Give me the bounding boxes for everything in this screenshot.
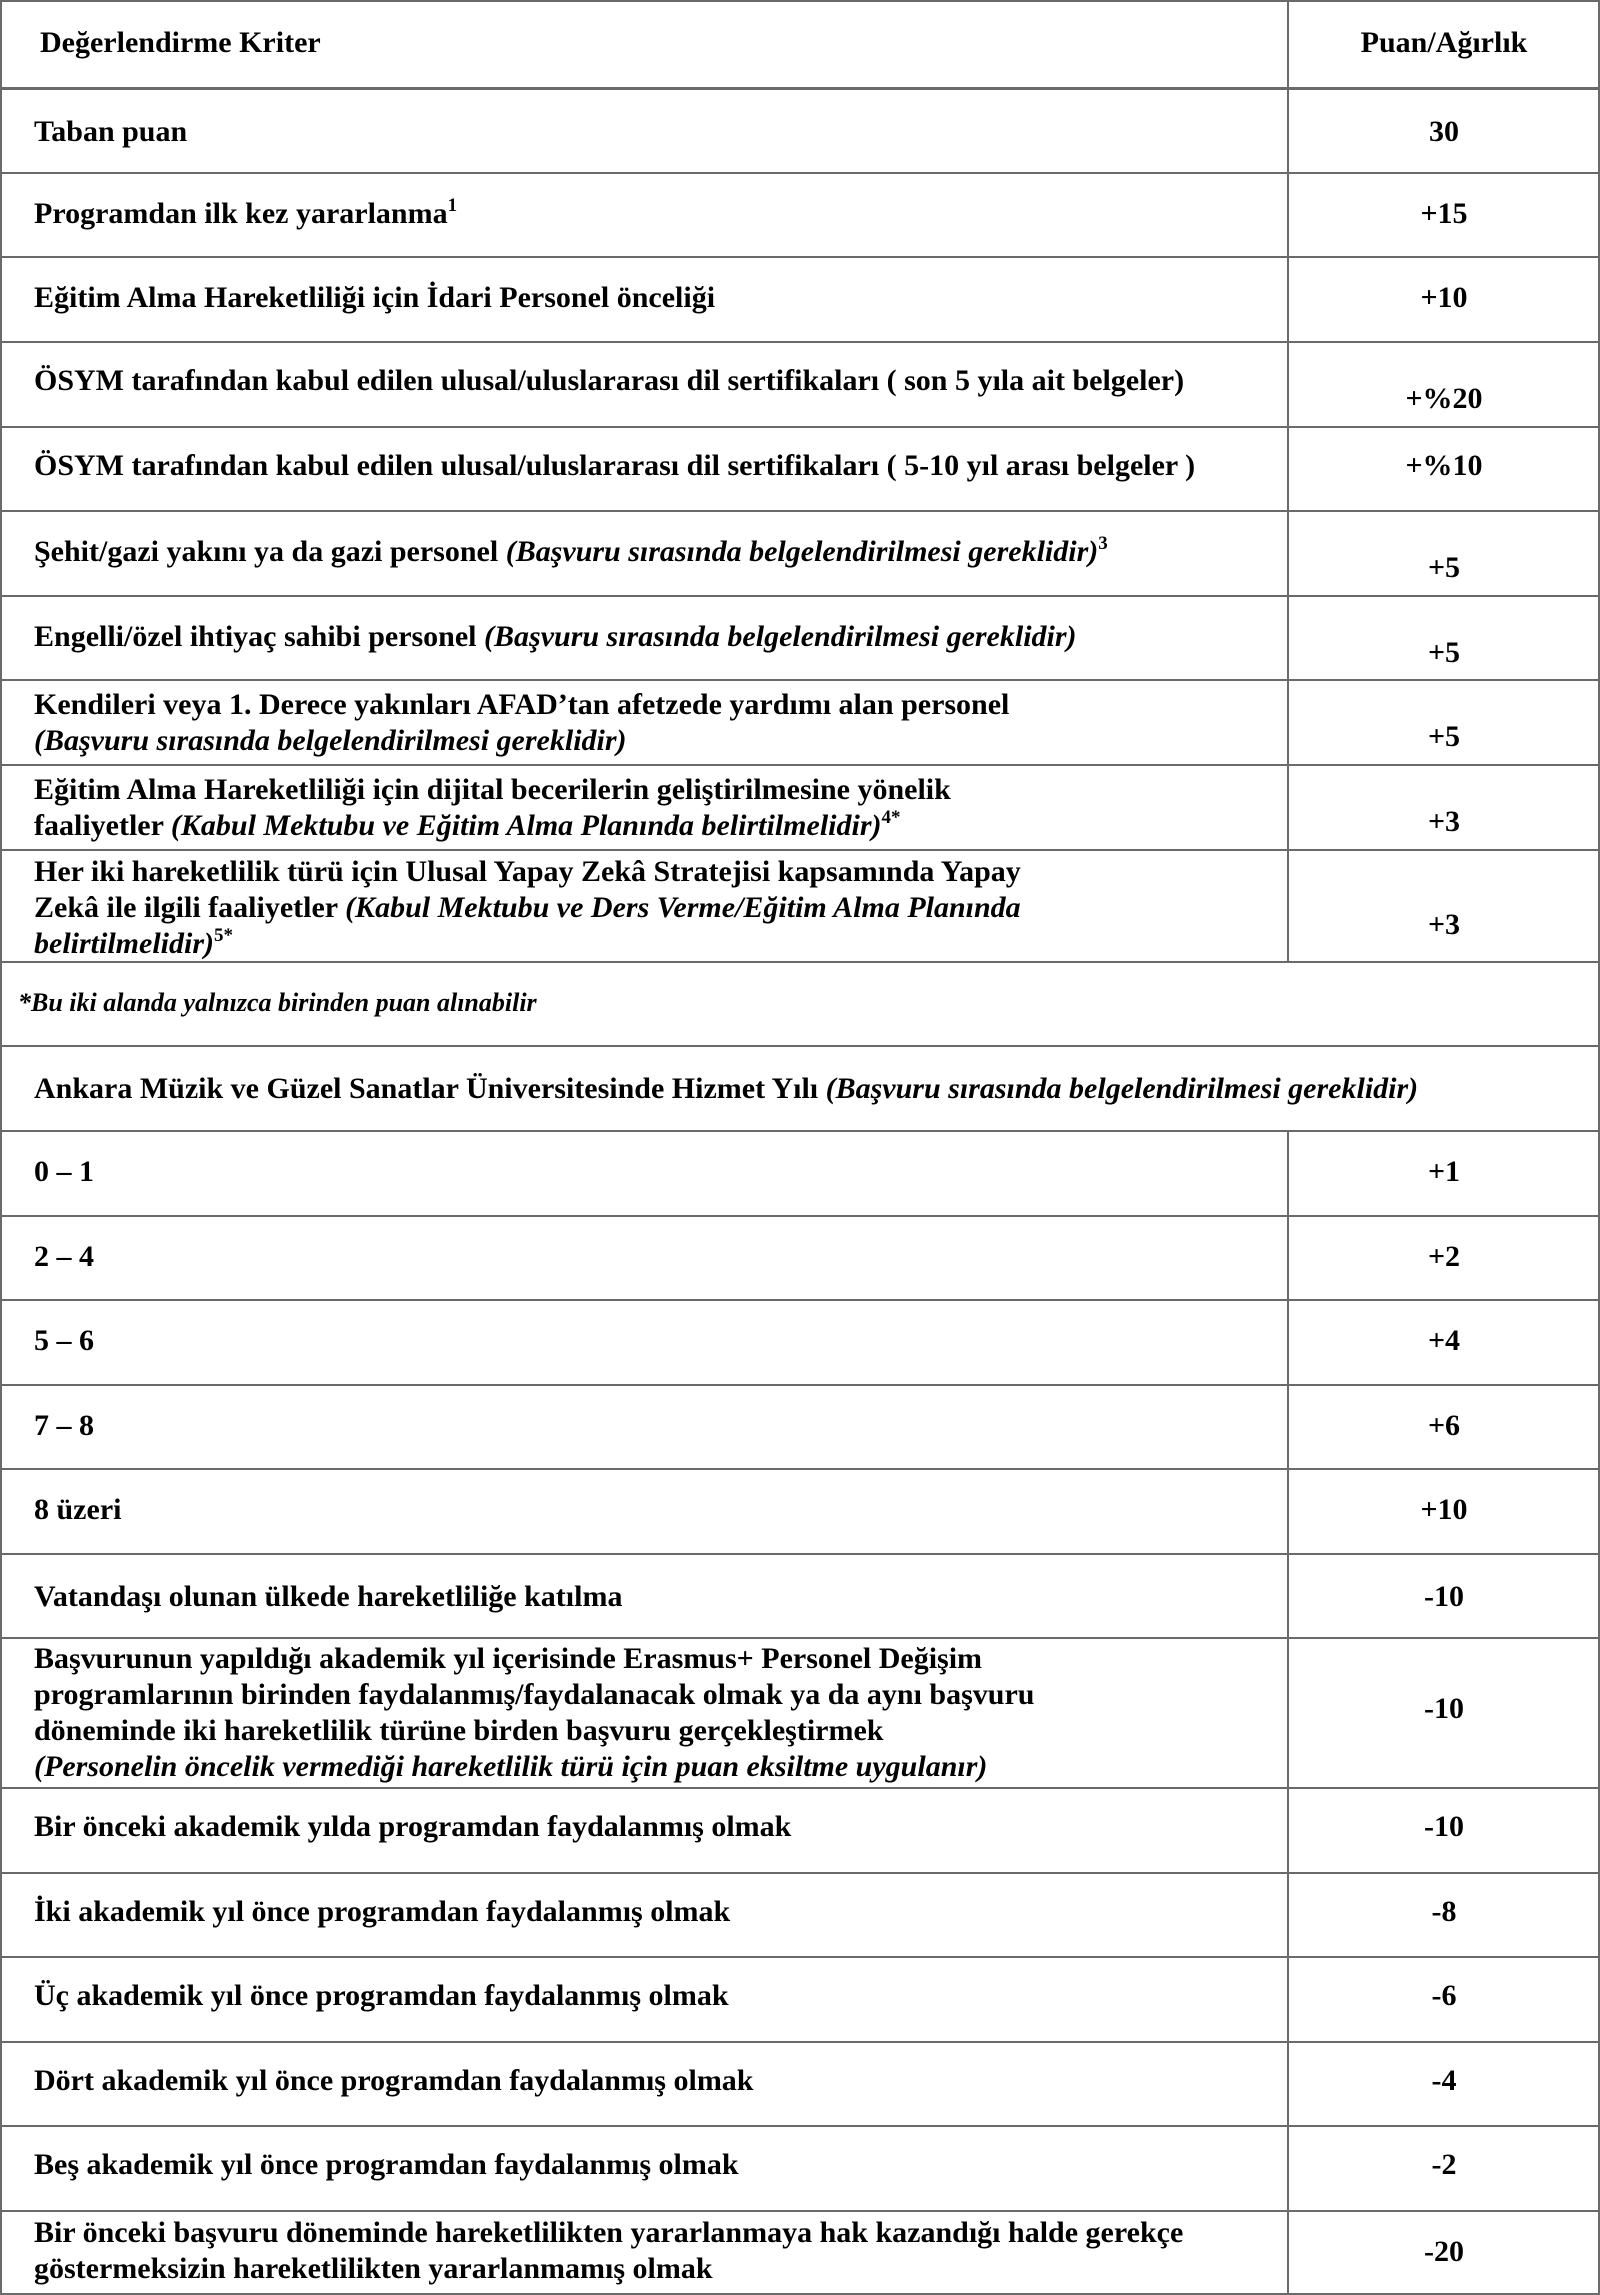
score-value: -6 bbox=[1431, 1979, 1457, 2012]
score-value: +3 bbox=[1427, 805, 1461, 838]
table-row bbox=[0, 512, 1600, 595]
score-value: -20 bbox=[1424, 2235, 1464, 2268]
header-score-cell bbox=[1288, 0, 1600, 88]
criterion-note: (Başvuru sırasında belgelendirilmesi gereklidir) bbox=[484, 620, 1077, 653]
header-criterion: Değerlendirme Kriter bbox=[40, 26, 321, 59]
criterion-text: Şehit/gazi yakını ya da gazi personel bbox=[34, 535, 506, 568]
criterion-note: (Personelin öncelik vermediği hareketlilik türü için puan eksiltme uygulanır) bbox=[34, 1750, 988, 1783]
header-row bbox=[0, 0, 1600, 88]
criterion-text: Dört akademik yıl önce programdan faydalanmış olmak bbox=[34, 2064, 754, 2097]
year-range: 2 – 4 bbox=[34, 1240, 94, 1273]
criterion-note: (Kabul Mektubu ve Ders Verme/Eğitim Alma Planında bbox=[345, 891, 1021, 924]
service-year-row bbox=[0, 1047, 1600, 1130]
score-value: +5 bbox=[1427, 720, 1461, 753]
table-row bbox=[0, 681, 1600, 764]
table-row bbox=[0, 1217, 1600, 1299]
table-row bbox=[0, 766, 1600, 849]
criterion-text-cont: faaliyetler bbox=[34, 809, 171, 842]
criterion-text: Her iki hareketlilik türü için Ulusal Yapay Zekâ Stratejisi kapsamında Yapay bbox=[34, 855, 1021, 888]
year-range: 7 – 8 bbox=[34, 1409, 94, 1442]
score-value: 30 bbox=[1429, 115, 1459, 148]
criterion-note-cont: belirtilmelidir) bbox=[34, 927, 214, 960]
score-value: -4 bbox=[1431, 2064, 1457, 2097]
criterion-text: Beş akademik yıl önce programdan faydalanmış olmak bbox=[34, 2148, 739, 2181]
criterion-text-cont: döneminde iki hareketlilik türüne birden başvuru gerçekleştirmek bbox=[34, 1714, 884, 1747]
footnote-text: *Bu iki alanda yalnızca birinden puan alınabilir bbox=[18, 988, 537, 1017]
footnote-marker: 1 bbox=[447, 195, 458, 216]
table-row bbox=[0, 1555, 1600, 1637]
table-row bbox=[0, 597, 1600, 679]
table-row bbox=[0, 428, 1600, 510]
table-row bbox=[0, 1301, 1600, 1384]
table-row bbox=[0, 2043, 1600, 2125]
score-value: -10 bbox=[1424, 1692, 1464, 1725]
criterion-text: Kendileri veya 1. Derece yakınları AFAD’tan afetzede yardımı alan personel bbox=[34, 688, 1010, 721]
criterion-text: İki akademik yıl önce programdan faydalanmış olmak bbox=[34, 1895, 731, 1928]
criterion-text: Eğitim Alma Hareketliliği için dijital becerilerin geliştirilmesine yönelik bbox=[34, 773, 951, 806]
score-value: +5 bbox=[1427, 551, 1461, 584]
table-row bbox=[0, 2212, 1600, 2293]
year-range: 5 – 6 bbox=[34, 1324, 94, 1357]
criterion-text-cont: Zekâ ile ilgili faaliyetler bbox=[34, 891, 346, 924]
table-row bbox=[0, 2127, 1600, 2210]
criterion-text: Programdan ilk kez yararlanma bbox=[34, 197, 448, 230]
criterion-note: (Kabul Mektubu ve Eğitim Alma Planında belirtilmelidir) bbox=[170, 809, 882, 842]
score-value: -10 bbox=[1424, 1580, 1464, 1613]
section-title: Ankara Müzik ve Güzel Sanatlar Üniversitesinde Hizmet Yılı bbox=[34, 1072, 826, 1105]
year-range: 8 üzeri bbox=[34, 1493, 122, 1526]
note-row bbox=[0, 963, 1600, 1045]
score-value: +3 bbox=[1427, 908, 1461, 941]
criterion-text: Bir önceki akademik yılda programdan faydalanmış olmak bbox=[34, 1810, 792, 1843]
score-value: +1 bbox=[1427, 1155, 1461, 1188]
criterion-text: Vatandaşı olunan ülkede hareketliliğe katılma bbox=[34, 1580, 623, 1613]
score-value: -10 bbox=[1424, 1810, 1464, 1843]
score-value: +4 bbox=[1427, 1324, 1461, 1357]
table-row bbox=[0, 174, 1600, 256]
criterion-text: Taban puan bbox=[34, 115, 188, 148]
table-row bbox=[0, 1789, 1600, 1872]
table-row bbox=[0, 258, 1600, 341]
table-row bbox=[0, 1958, 1600, 2041]
score-value: +2 bbox=[1427, 1240, 1461, 1273]
criterion-text: Bir önceki başvuru döneminde hareketlilikten yararlanmaya hak kazandığı halde gerekçe bbox=[34, 2216, 1184, 2249]
criterion-text-cont: programlarının birinden faydalanmış/faydalanacak olmak ya da aynı başvuru bbox=[34, 1678, 1035, 1711]
score-value: +15 bbox=[1420, 197, 1468, 230]
table-row bbox=[0, 851, 1600, 961]
score-value: +6 bbox=[1427, 1409, 1461, 1442]
table-row bbox=[0, 343, 1600, 426]
score-value: -2 bbox=[1431, 2148, 1457, 2181]
year-range: 0 – 1 bbox=[34, 1155, 94, 1188]
score-value: +%20 bbox=[1405, 382, 1483, 415]
criterion-note: (Başvuru sırasında belgelendirilmesi gereklidir) bbox=[505, 535, 1099, 568]
score-value: +%10 bbox=[1405, 449, 1483, 482]
table-row bbox=[0, 1386, 1600, 1468]
score-value: +10 bbox=[1420, 1493, 1468, 1526]
footnote-marker: 4* bbox=[881, 807, 901, 828]
table-row bbox=[0, 1874, 1600, 1956]
header-criterion-cell bbox=[0, 0, 1288, 88]
footnote-marker: 5* bbox=[214, 925, 233, 946]
table-row bbox=[0, 1132, 1600, 1215]
footnote-marker: 3 bbox=[1098, 533, 1108, 554]
section-note: (Başvuru sırasında belgelendirilmesi gereklidir) bbox=[825, 1072, 1419, 1105]
criterion-text: ÖSYM tarafından kabul edilen ulusal/uluslararası dil sertifikaları ( son 5 yıla ait belgeler) bbox=[34, 364, 1185, 397]
criterion-text: Engelli/özel ihtiyaç sahibi personel bbox=[34, 620, 485, 653]
table-row bbox=[0, 90, 1600, 172]
criterion-text-cont: göstermeksizin hareketlilikten yararlanmamış olmak bbox=[34, 2252, 713, 2285]
table-row bbox=[0, 1639, 1600, 1787]
criterion-note: (Başvuru sırasında belgelendirilmesi gereklidir) bbox=[34, 724, 627, 757]
score-value: -8 bbox=[1431, 1895, 1457, 1928]
score-value: +10 bbox=[1420, 281, 1468, 314]
criterion-text: Eğitim Alma Hareketliliği için İdari Personel önceliği bbox=[34, 281, 716, 314]
criterion-text: Üç akademik yıl önce programdan faydalanmış olmak bbox=[34, 1979, 729, 2012]
criterion-text: Başvurunun yapıldığı akademik yıl içerisinde Erasmus+ Personel Değişim bbox=[34, 1642, 983, 1675]
criterion-text: ÖSYM tarafından kabul edilen ulusal/uluslararası dil sertifikaları ( 5-10 yıl arası belgeler ) bbox=[34, 449, 1196, 482]
table-row bbox=[0, 1470, 1600, 1553]
score-value: +5 bbox=[1427, 636, 1461, 669]
header-score: Puan/Ağırlık bbox=[1360, 26, 1528, 59]
